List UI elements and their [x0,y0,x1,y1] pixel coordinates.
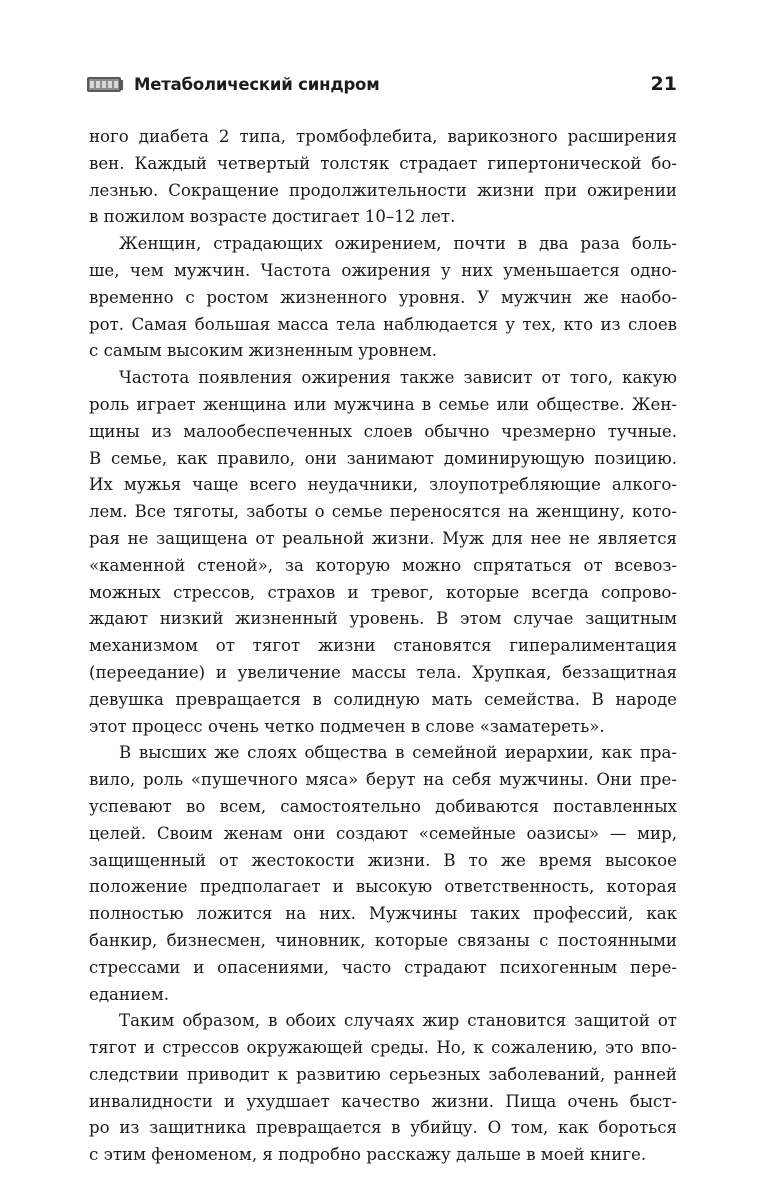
text-line: целей. Своим женам они создают «семейные оазисы» — мир, [89,823,677,843]
paragraph [89,1008,677,1169]
chapter-title: Метаболический синдром [134,74,380,94]
text-line: Женщин, страдающих ожирением, почти в два раза боль- [119,234,677,254]
text-line: роль играет женщина или мужчина в семье или обществе. Жен- [89,394,677,414]
text-line: ро из защитника превращается в убийцу. О том, как бороться [89,1118,677,1138]
page-number: 21 [650,73,677,95]
text-line: стрессами и опасениями, часто страдают психогенным пере- [89,957,677,977]
text-line: вило, роль «пушечного мяса» берут на себя мужчины. Они пре- [89,770,677,790]
text-line: временно с ростом жизненного уровня. У мужчин же наобо- [89,287,677,307]
text-line: успевают во всем, самостоятельно добиваются поставленных [89,796,677,816]
text-line: положение предполагает и высокую ответственность, которая [89,877,677,897]
text-line: этот процесс очень четко подмечен в слове «заматереть». [89,716,605,736]
text-line: Таким образом, в обоих случаях жир становится защитой от [119,1011,677,1031]
running-header [86,66,677,102]
paragraph [89,365,677,740]
text-line: рая не защищена от реальной жизни. Муж для нее не является [89,528,677,548]
text-line: щины из малообеспеченных слоев обычно чрезмерно тучные. [89,421,677,441]
text-line: еданием. [89,984,170,1004]
text-line: с этим феноменом, я подробно расскажу дальше в моей книге. [89,1145,647,1165]
text-line: девушка превращается в солидную мать семейства. В народе [89,689,677,709]
text-line: можных стрессов, страхов и тревог, которые всегда сопрово- [89,582,677,602]
text-line: в пожилом возрасте достигает 10–12 лет. [89,207,456,227]
text-line: инвалидности и ухудшает качество жизни. Пища очень быст- [89,1091,677,1111]
text-line: В семье, как правило, они занимают доминирующую позицию. [89,448,677,468]
text-line: В высших же слоях общества в семейной иерархии, как пра- [119,743,677,763]
building-icon [86,74,124,94]
paragraph [89,124,677,231]
text-line: лезнью. Сокращение продолжительности жизни при ожирении [89,180,677,200]
text-line: вен. Каждый четвертый толстяк страдает гипертонической бо- [89,153,677,173]
text-line: Частота появления ожирения также зависит от того, какую [119,368,677,388]
text-line: лем. Все тяготы, заботы о семье переносятся на женщину, кото- [89,502,677,522]
text-line: механизмом от тягот жизни становятся гипералиментация [89,636,677,656]
text-line: Их мужья чаще всего неудачники, злоупотребляющие алкого- [89,475,677,495]
paragraph [89,231,677,365]
text-line: ного диабета 2 типа, тромбофлебита, варикозного расширения [89,127,677,146]
text-line: защищенный от жестокости жизни. В то же время высокое [89,850,677,870]
text-line: ждают низкий жизненный уровень. В этом случае защитным [89,609,677,629]
text-line: тягот и стрессов окружающей среды. Но, к сожалению, это впо- [89,1038,677,1058]
text-line: (переедание) и увеличение массы тела. Хрупкая, беззащитная [89,662,677,682]
text-line: полностью ложится на них. Мужчины таких профессий, как [89,904,677,924]
body-text [89,124,677,1169]
text-line: следствии приводит к развитию серьезных заболеваний, ранней [89,1064,677,1084]
text-line: «каменной стеной», за которую можно спрятаться от всевоз- [89,555,677,575]
text-line: банкир, бизнесмен, чиновник, которые связаны с постоянными [89,930,677,950]
text-line: с самым высоким жизненным уровнем. [89,341,438,361]
text-line: ше, чем мужчин. Частота ожирения у них уменьшается одно- [89,260,677,280]
text-line: рот. Самая большая масса тела наблюдается у тех, кто из слоев [89,314,677,334]
paragraph [89,740,677,1008]
